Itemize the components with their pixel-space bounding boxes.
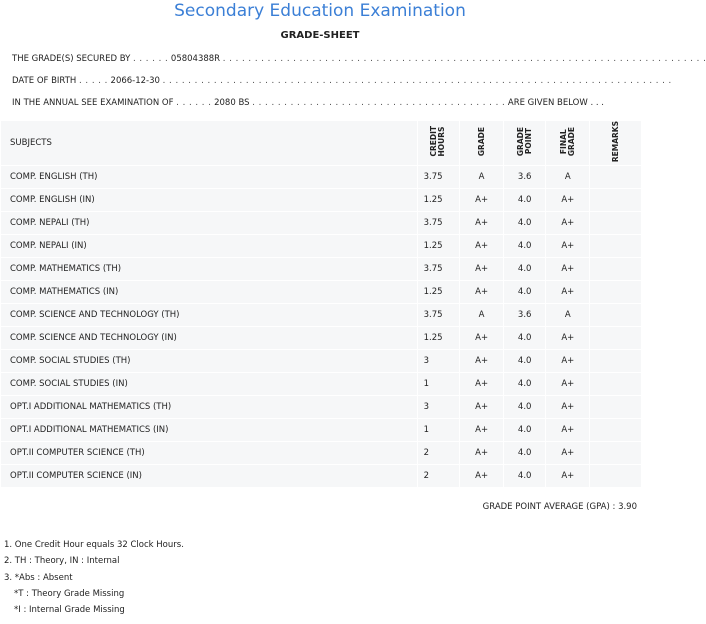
grade-point-cell: 4.0 (504, 212, 546, 235)
date-of-birth-line (12, 76, 672, 86)
grade-point-cell: 3.6 (504, 166, 546, 189)
final-grade-cell: A+ (546, 442, 590, 465)
credit-hours-cell: 3.75 (417, 258, 459, 281)
grade-cell: A+ (460, 258, 504, 281)
table-row (1, 419, 642, 442)
credit-hours-cell: 2 (417, 465, 459, 488)
table-row (1, 396, 642, 419)
grade-point-cell: 4.0 (504, 235, 546, 258)
grade-cell: A+ (460, 212, 504, 235)
gpa-value: 3.90 (618, 502, 637, 512)
remarks-cell (590, 281, 642, 304)
grade-cell: A+ (460, 281, 504, 304)
credit-hours-cell: 2 (417, 442, 459, 465)
gpa-label: GRADE POINT AVERAGE (GPA) : (482, 502, 616, 512)
page-title: Secondary Education Examination (174, 1, 466, 21)
secured-by-label: THE GRADE(S) SECURED BY (12, 54, 131, 64)
table-row (1, 350, 642, 373)
final-grade-cell: A+ (546, 258, 590, 281)
dot-leader: . . . . . . . . . . . . . . . . . . . . . . . . . . . . . . . . . . . . . . . . . . . . . . . . . . . . . . . . . . . . . . . . . . . . . . . . . . . . (222, 54, 706, 64)
remarks-cell (590, 327, 642, 350)
remarks-cell (590, 258, 642, 281)
final-grade-cell: A+ (546, 419, 590, 442)
credit-hours-cell: 3.75 (417, 304, 459, 327)
remarks-cell (590, 465, 642, 488)
grade-point-cell: 4.0 (504, 350, 546, 373)
subject-cell: COMP. NEPALI (IN) (1, 235, 418, 258)
grade-point-cell: 4.0 (504, 281, 546, 304)
grade-cell: A+ (460, 396, 504, 419)
grade-cell: A+ (460, 419, 504, 442)
exam-label: IN THE ANNUAL SEE EXAMINATION OF (12, 98, 174, 108)
credit-hours-cell: 1.25 (417, 281, 459, 304)
header-final-grade: FINAL GRADE (546, 121, 590, 166)
dot-leader: . . . . . (79, 76, 108, 86)
subject-cell: COMP. ENGLISH (TH) (1, 166, 418, 189)
grade-point-cell: 4.0 (504, 258, 546, 281)
grade-cell: A (460, 304, 504, 327)
grade-point-cell: 4.0 (504, 189, 546, 212)
remarks-cell (590, 419, 642, 442)
remarks-cell (590, 166, 642, 189)
grade-cell: A+ (460, 189, 504, 212)
table-row (1, 166, 642, 189)
subject-cell: OPT.I ADDITIONAL MATHEMATICS (IN) (1, 419, 418, 442)
header-credit-hours: CREDIT HOURS (417, 121, 459, 166)
grade-cell: A+ (460, 373, 504, 396)
header-grade-point: GRADE POINT (504, 121, 546, 166)
credit-hours-cell: 3.75 (417, 212, 459, 235)
credit-hours-cell: 1 (417, 419, 459, 442)
grade-cell: A+ (460, 465, 504, 488)
grade-cell: A+ (460, 350, 504, 373)
subject-cell: COMP. SOCIAL STUDIES (TH) (1, 350, 418, 373)
subject-cell: COMP. SCIENCE AND TECHNOLOGY (TH) (1, 304, 418, 327)
exam-suffix: ARE GIVEN BELOW . . . (507, 98, 604, 108)
final-grade-cell: A+ (546, 465, 590, 488)
grade-point-cell: 4.0 (504, 465, 546, 488)
grade-table-body (1, 166, 642, 488)
header-grade: GRADE (460, 121, 504, 166)
grade-point-cell: 3.6 (504, 304, 546, 327)
subject-cell: COMP. MATHEMATICS (TH) (1, 258, 418, 281)
grade-point-cell: 4.0 (504, 327, 546, 350)
table-row (1, 258, 642, 281)
table-row (1, 189, 642, 212)
credit-hours-cell: 1.25 (417, 235, 459, 258)
dob-label: DATE OF BIRTH (12, 76, 77, 86)
dot-leader: . . . . . . (132, 54, 169, 64)
grade-point-cell: 4.0 (504, 442, 546, 465)
footnote: 2. TH : Theory, IN : Internal (4, 556, 120, 567)
dot-leader: . . . . . . . . . . . . . . . . . . . . . . . . . . . . . . . . . . . . . . . . . . . . . . . . . . . . . . . . . . . . . . . . . . . . . . . . . . . . . . . . (162, 76, 672, 86)
exam-line (12, 98, 604, 108)
exam-year: 2080 BS (214, 98, 250, 108)
table-row (1, 212, 642, 235)
symbol-number: 05804388R (170, 54, 221, 64)
credit-hours-cell: 3 (417, 396, 459, 419)
footnote: *T : Theory Grade Missing (14, 588, 125, 599)
subject-cell: OPT.I ADDITIONAL MATHEMATICS (TH) (1, 396, 418, 419)
table-row (1, 327, 642, 350)
secured-by-line (12, 54, 706, 64)
grade-cell: A+ (460, 442, 504, 465)
footnotes (4, 537, 184, 618)
table-row (1, 442, 642, 465)
dot-leader: . . . . . . . . . . . . . . . . . . . . . . . . . . . . . . . . . . . . . . . . (252, 98, 506, 108)
footnote: 3. *Abs : Absent (4, 572, 73, 583)
final-grade-cell: A (546, 166, 590, 189)
subject-cell: OPT.II COMPUTER SCIENCE (TH) (1, 442, 418, 465)
final-grade-cell: A+ (546, 235, 590, 258)
final-grade-cell: A+ (546, 350, 590, 373)
credit-hours-cell: 1.25 (417, 327, 459, 350)
table-row (1, 235, 642, 258)
header-subjects: SUBJECTS (1, 121, 418, 166)
subject-cell: COMP. MATHEMATICS (IN) (1, 281, 418, 304)
subject-cell: OPT.II COMPUTER SCIENCE (IN) (1, 465, 418, 488)
grade-point-cell: 4.0 (504, 419, 546, 442)
remarks-cell (590, 212, 642, 235)
final-grade-cell: A+ (546, 327, 590, 350)
grade-table (0, 120, 642, 488)
subject-cell: COMP. NEPALI (TH) (1, 212, 418, 235)
header-remarks: REMARKS (590, 121, 642, 166)
final-grade-cell: A+ (546, 396, 590, 419)
credit-hours-cell: 3.75 (417, 166, 459, 189)
dot-leader: . . . . . . (176, 98, 212, 108)
table-row (1, 281, 642, 304)
remarks-cell (590, 304, 642, 327)
final-grade-cell: A+ (546, 281, 590, 304)
final-grade-cell: A (546, 304, 590, 327)
subject-cell: COMP. ENGLISH (IN) (1, 189, 418, 212)
remarks-cell (590, 350, 642, 373)
table-row (1, 465, 642, 488)
subject-cell: COMP. SOCIAL STUDIES (IN) (1, 373, 418, 396)
footnote: *I : Internal Grade Missing (14, 605, 125, 616)
remarks-cell (590, 189, 642, 212)
gpa-line (483, 502, 637, 512)
final-grade-cell: A+ (546, 373, 590, 396)
grade-point-cell: 4.0 (504, 373, 546, 396)
final-grade-cell: A+ (546, 189, 590, 212)
credit-hours-cell: 3 (417, 350, 459, 373)
remarks-cell (590, 396, 642, 419)
remarks-cell (590, 373, 642, 396)
grade-sheet-heading: GRADE-SHEET (280, 30, 360, 41)
credit-hours-cell: 1.25 (417, 189, 459, 212)
grade-point-cell: 4.0 (504, 396, 546, 419)
grade-table-header (1, 121, 642, 166)
table-row (1, 373, 642, 396)
remarks-cell (590, 442, 642, 465)
table-row (1, 304, 642, 327)
grade-cell: A+ (460, 327, 504, 350)
grade-cell: A+ (460, 235, 504, 258)
subject-cell: COMP. SCIENCE AND TECHNOLOGY (IN) (1, 327, 418, 350)
credit-hours-cell: 1 (417, 373, 459, 396)
footnote: 1. One Credit Hour equals 32 Clock Hours. (4, 540, 184, 550)
grade-cell: A (460, 166, 504, 189)
final-grade-cell: A+ (546, 212, 590, 235)
remarks-cell (590, 235, 642, 258)
date-of-birth: 2066-12-30 (110, 76, 160, 86)
